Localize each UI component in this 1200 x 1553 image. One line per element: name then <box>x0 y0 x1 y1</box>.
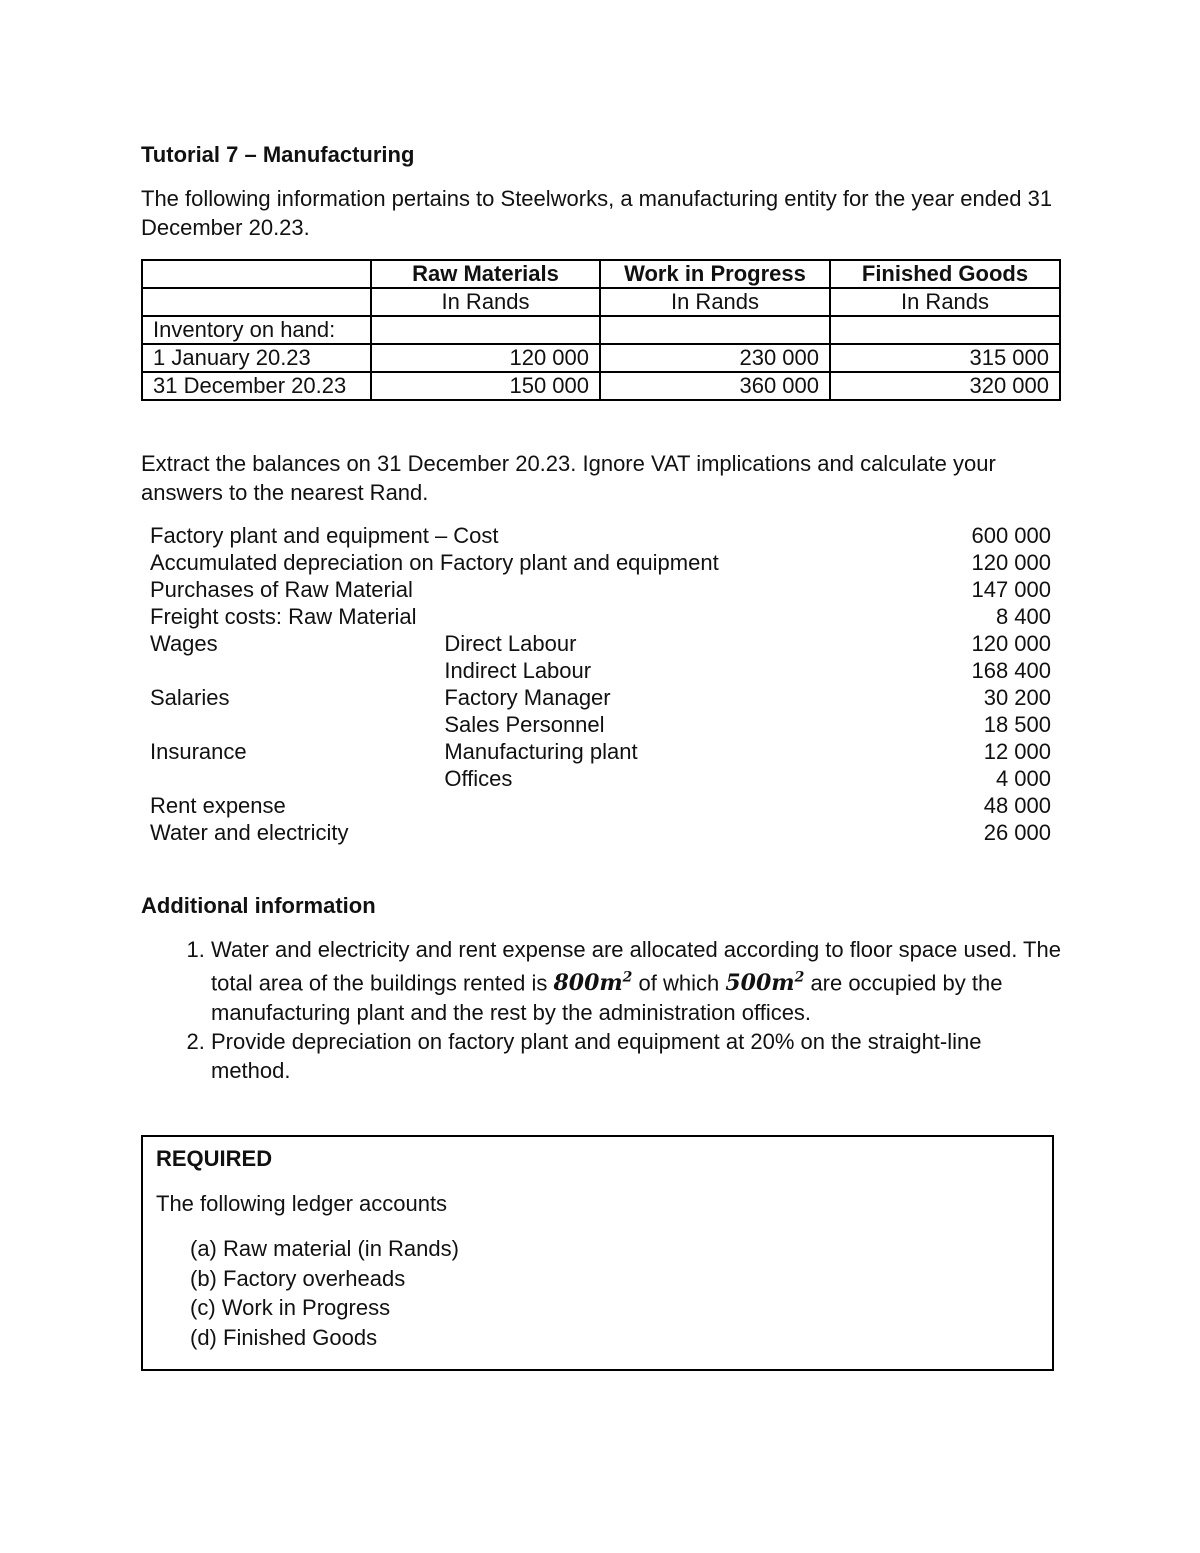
table-row <box>141 576 1051 603</box>
inventory-header-cell <box>142 260 371 288</box>
list-item <box>211 935 1061 1027</box>
inventory-row-label: Inventory on hand: <box>142 316 371 344</box>
inventory-unit-cell <box>142 288 371 316</box>
table-row <box>141 549 1051 576</box>
inventory-unit-cell: In Rands <box>600 288 830 316</box>
inventory-header-finished-goods: Finished Goods <box>830 260 1060 288</box>
balance-sub-label: Manufacturing plant <box>444 739 638 764</box>
balance-amount: 120 000 <box>971 631 1051 656</box>
required-heading: REQUIRED <box>156 1146 273 1171</box>
inventory-value-cell: 230 000 <box>600 344 830 372</box>
list-item: 2. Provide depreciation on factory plant and equipment at 20% on the straight-line method. <box>211 1027 1061 1085</box>
inventory-value-cell: 320 000 <box>830 372 1060 400</box>
additional-info-heading: Additional information <box>141 893 376 918</box>
balance-sub-label: Offices <box>444 766 513 791</box>
balance-amount: 48 000 <box>983 793 1051 818</box>
balance-amount: 4 000 <box>995 766 1051 791</box>
area-plant-value: $500m^2$ <box>725 970 805 997</box>
inventory-value-cell: 360 000 <box>600 372 830 400</box>
balance-amount: 120 000 <box>971 550 1051 575</box>
inventory-header-row <box>142 260 1060 288</box>
balance-category <box>141 765 444 792</box>
note1-part3: are occupied by the manufacturing plant and the rest by the administration offices. <box>211 970 1003 1026</box>
table-row <box>141 819 1051 846</box>
balance-sub-label: Direct Labour <box>444 631 577 656</box>
inventory-units-row <box>142 288 1060 316</box>
balance-amount: 26 000 <box>983 820 1051 845</box>
inventory-value-cell: 150 000 <box>371 372 600 400</box>
balance-label: Water and electricity <box>150 820 349 845</box>
required-list <box>190 1234 459 1352</box>
balance-amount: 8 400 <box>995 604 1051 629</box>
page-title: Tutorial 7 – Manufacturing <box>141 142 415 167</box>
balance-category <box>141 711 444 738</box>
table-row <box>142 344 1060 372</box>
required-box <box>141 1135 1054 1371</box>
document-page <box>141 140 1061 1085</box>
table-row <box>141 522 1051 549</box>
table-row <box>142 372 1060 400</box>
note1-part2: of which <box>632 970 726 996</box>
extract-instructions: Extract the balances on 31 December 20.23. Ignore VAT implications and calculate your answers to the nearest Rand. <box>141 451 996 505</box>
balance-category: Salaries <box>150 685 230 710</box>
table-row <box>141 711 1051 738</box>
area-total-value: $800m^2$ <box>553 970 633 997</box>
required-text: The following ledger accounts <box>156 1191 448 1216</box>
table-row <box>141 792 1051 819</box>
list-item: (b) Factory overheads <box>190 1265 406 1291</box>
balance-amount: 600 000 <box>971 523 1051 548</box>
inventory-table <box>141 259 1061 401</box>
additional-info-list <box>141 935 1061 1085</box>
balance-label: Freight costs: Raw Material <box>150 604 417 629</box>
inventory-value-cell: 120 000 <box>371 344 600 372</box>
balance-sub-label: Sales Personnel <box>444 712 605 737</box>
inventory-value-cell <box>600 316 830 344</box>
inventory-header-raw-materials: Raw Materials <box>371 260 600 288</box>
balance-label: Factory plant and equipment – Cost <box>150 523 499 548</box>
note1-part1: Water and electricity and rent expense are allocated according to floor space used. The total area of the buildings rented is <box>211 937 1061 996</box>
inventory-value-cell <box>371 316 600 344</box>
list-item: (a) Raw material (in Rands) <box>190 1236 459 1261</box>
inventory-row-label: 31 December 20.23 <box>142 372 371 400</box>
inventory-value-cell: 315 000 <box>830 344 1060 372</box>
balance-amount: 12 000 <box>983 739 1051 764</box>
table-row <box>141 765 1051 792</box>
inventory-row-label: 1 January 20.23 <box>142 344 371 372</box>
table-row <box>141 684 1051 711</box>
balances-table <box>141 522 1051 846</box>
balance-sub-label: Factory Manager <box>444 685 611 710</box>
inventory-unit-cell: In Rands <box>830 288 1060 316</box>
balance-amount: 168 400 <box>971 658 1051 683</box>
table-row <box>141 657 1051 684</box>
table-row <box>141 630 1051 657</box>
balance-category <box>141 657 444 684</box>
inventory-header-work-in-progress: Work in Progress <box>600 260 830 288</box>
balance-label: Accumulated depreciation on Factory plant and equipment <box>150 550 719 575</box>
table-row <box>141 738 1051 765</box>
inventory-value-cell <box>830 316 1060 344</box>
balance-amount: 147 000 <box>971 577 1051 602</box>
balance-label: Rent expense <box>150 793 286 818</box>
balance-category: Wages <box>150 631 218 656</box>
intro-paragraph: The following information pertains to Steelworks, a manufacturing entity for the year ended 31 December 20.23. <box>141 186 1053 240</box>
list-item: (d) Finished Goods <box>190 1324 378 1350</box>
balance-sub-label: Indirect Labour <box>444 658 592 683</box>
table-row <box>142 316 1060 344</box>
balance-amount: 30 200 <box>983 685 1051 710</box>
balance-category: Insurance <box>150 739 247 764</box>
table-row <box>141 603 1051 630</box>
list-item: (c) Work in Progress <box>190 1295 391 1320</box>
balance-label: Purchases of Raw Material <box>150 577 413 602</box>
balance-amount: 18 500 <box>983 712 1051 737</box>
inventory-unit-cell: In Rands <box>371 288 600 316</box>
